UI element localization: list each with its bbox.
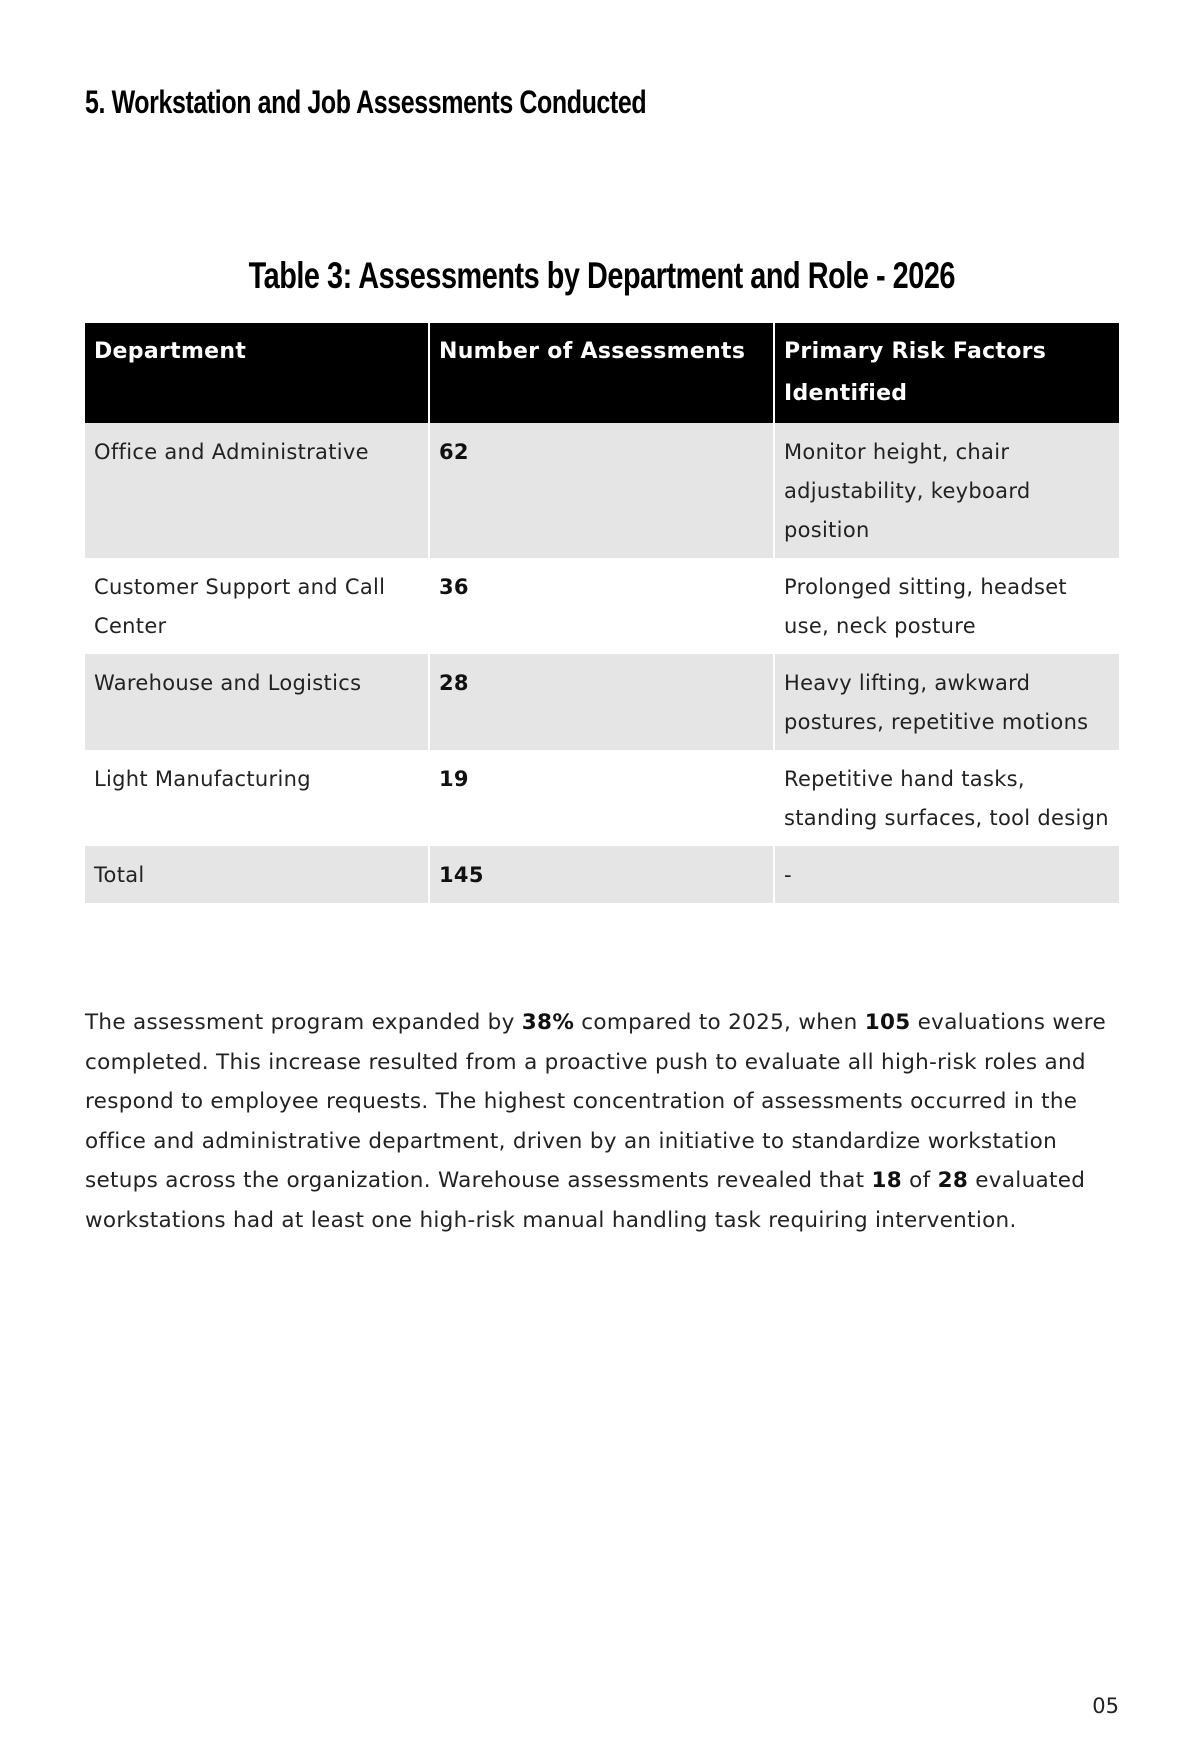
table-caption: Table 3: Assessments by Department and Role - 2026 xyxy=(248,255,956,296)
table-row xyxy=(85,423,1119,558)
paragraph-text: of xyxy=(902,1168,938,1193)
table-header-row xyxy=(85,323,1119,423)
page-number: 05 xyxy=(1092,1694,1119,1718)
table-row xyxy=(85,750,1119,846)
header-number-of-assessments: Number of Assessments xyxy=(429,323,774,423)
cell-department: Total xyxy=(85,846,429,903)
cell-number: 36 xyxy=(429,558,774,654)
cell-department: Warehouse and Logistics xyxy=(85,654,429,750)
cell-number: 145 xyxy=(429,846,774,903)
cell-risk-factors: Prolonged sitting, headset use, neck posture xyxy=(774,558,1119,654)
cell-risk-factors: Repetitive hand tasks, standing surfaces, tool design xyxy=(774,750,1119,846)
cell-department: Office and Administrative xyxy=(85,423,429,558)
paragraph-text: evaluations were completed. This increase resulted from a proactive push to evaluate all high-risk roles and respond to employee requests. The highest concentration of assessments occurred in the office and administrative department, driven by an initiative to standardize workstation setups across the organization. Warehouse assessments revealed that xyxy=(85,1010,1106,1193)
table-row xyxy=(85,558,1119,654)
paragraph-text: compared to 2025, when xyxy=(574,1010,865,1035)
high-risk-count: 18 xyxy=(871,1168,903,1193)
table-total-row xyxy=(85,846,1119,903)
summary-paragraph xyxy=(85,1003,1125,1240)
cell-department: Customer Support and Call Center xyxy=(85,558,429,654)
cell-risk-factors: - xyxy=(774,846,1119,903)
paragraph-text: evaluated workstations had at least one high-risk manual handling task requiring intervention. xyxy=(85,1168,1086,1233)
cell-risk-factors: Monitor height, chair adjustability, keyboard position xyxy=(774,423,1119,558)
cell-number: 62 xyxy=(429,423,774,558)
cell-department: Light Manufacturing xyxy=(85,750,429,846)
paragraph-text: The assessment program expanded by xyxy=(85,1010,522,1035)
warehouse-count: 28 xyxy=(937,1168,969,1193)
table-row xyxy=(85,654,1119,750)
cell-risk-factors: Heavy lifting, awkward postures, repetitive motions xyxy=(774,654,1119,750)
cell-number: 28 xyxy=(429,654,774,750)
header-department: Department xyxy=(85,323,429,423)
header-primary-risk-factors: Primary Risk Factors Identified xyxy=(774,323,1119,423)
assessments-table xyxy=(85,323,1119,903)
prior-year-count: 105 xyxy=(864,1010,911,1035)
cell-number: 19 xyxy=(429,750,774,846)
section-title: 5. Workstation and Job Assessments Conducted xyxy=(85,84,647,120)
growth-percentage: 38% xyxy=(521,1010,575,1035)
